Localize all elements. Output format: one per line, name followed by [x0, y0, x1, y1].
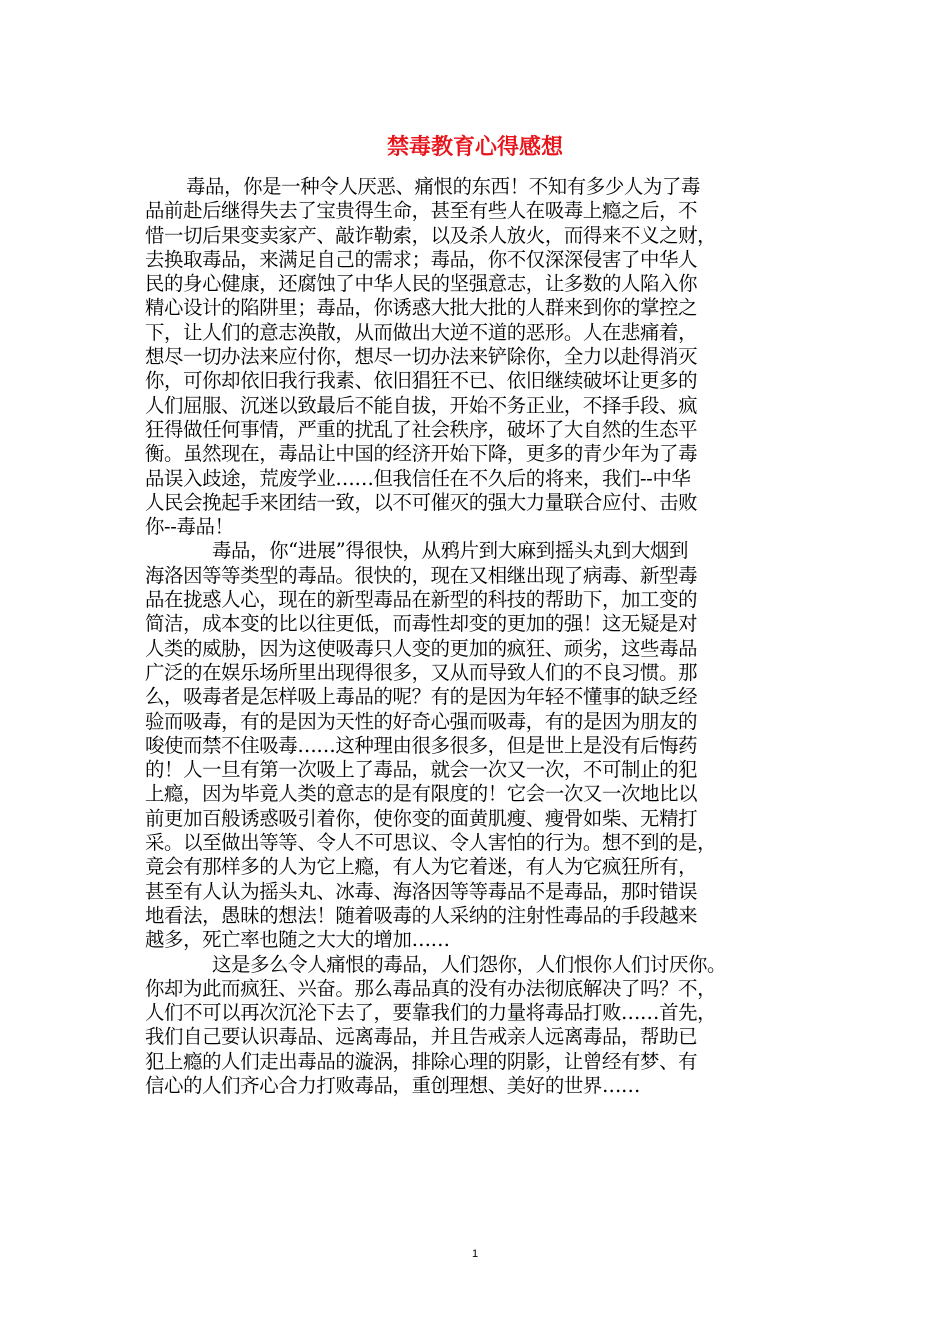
text-line: 人们屈服、沉迷以致最后不能自拔，开始不务正业，不择手段、疯 — [145, 393, 698, 417]
text-line: 验而吸毒，有的是因为天性的好奇心强而吸毒，有的是因为朋友的 — [145, 709, 698, 733]
text-line: 衡。虽然现在，毒品让中国的经济开始下降，更多的青少年为了毒 — [145, 442, 698, 466]
text-line: 狂得做任何事情，严重的扰乱了社会秩序，破坏了大自然的生态平 — [145, 417, 698, 441]
text-line: 人们不可以再次沉沦下去了，要靠我们的力量将毒品打败……首先， — [145, 1001, 717, 1025]
text-line: 前更加百般诱惑吸引着你，使你变的面黄肌瘦、瘦骨如柴、无精打 — [145, 806, 698, 830]
text-line: 上瘾，因为毕竟人类的意志的是有限度的！它会一次又一次地比以 — [145, 782, 698, 806]
text-line: 人类的威胁，因为这使吸毒只人变的更加的疯狂、顽劣，这些毒品 — [145, 636, 698, 660]
text-line: 你却为此而疯狂、兴奋。那么毒品真的没有办法彻底解决了吗？不， — [145, 976, 717, 1000]
paragraph-1 — [145, 175, 811, 539]
text-line: 下，让人们的意志涣散，从而做出大逆不道的恶形。人在悲痛着， — [145, 320, 698, 344]
page-number: 1 — [471, 1248, 479, 1260]
text-line: 越多，死亡率也随之大大的增加…… — [145, 928, 450, 952]
text-line: 海洛因等等类型的毒品。很快的，现在又相继出现了病毒、新型毒 — [145, 563, 698, 587]
text-line: 精心设计的陷阱里；毒品，你诱惑大批大批的人群来到你的掌控之 — [145, 296, 698, 320]
text-line: 毒品，你是一种令人厌恶、痛恨的东西！不知有多少人为了毒 — [186, 175, 701, 198]
text-line: 的！人一旦有第一次吸上了毒品，就会一次又一次，不可制止的犯 — [145, 758, 698, 782]
paragraph-3 — [145, 953, 811, 1099]
text-line: 品误入歧途，荒废学业……但我信任在不久后的将来，我们--中华 — [145, 466, 691, 490]
text-line: 竟会有那样多的人为它上瘾，有人为它着迷，有人为它疯狂所有， — [145, 855, 698, 879]
text-line: 惜一切后果变卖家产、敲诈勒索，以及杀人放火，而得来不义之财， — [145, 223, 717, 247]
text-line: 品在拢惑人心，现在的新型毒品在新型的科技的帮助下，加工变的 — [145, 588, 698, 612]
text-line: 你，可你却依旧我行我素、依旧猖狂不已、依旧继续破坏让更多的 — [145, 369, 698, 393]
text-line: 犯上瘾的人们走出毒品的漩涡，排除心理的阴影，让曾经有梦、有 — [145, 1049, 698, 1073]
text-line: 品前赴后继得失去了宝贵得生命，甚至有些人在吸毒上瘾之后，不 — [145, 199, 698, 223]
document-title: 禁毒教育心得感想 — [386, 135, 563, 160]
text-line: 地看法，愚昧的想法！随着吸毒的人采纳的注射性毒品的手段越来 — [145, 903, 698, 927]
text-line: 我们自己要认识毒品、远离毒品，并且告戒亲人远离毒品，帮助已 — [145, 1025, 698, 1049]
text-line: 去换取毒品，来满足自己的需求；毒品，你不仅深深侵害了中华人 — [145, 247, 698, 271]
text-line: 想尽一切办法来应付你，想尽一切办法来铲除你，全力以赴得消灭 — [145, 345, 698, 369]
text-line: 你--毒品！ — [145, 515, 234, 539]
text-line: 人民会挽起手来团结一致，以不可催灭的强大力量联合应付、击败 — [145, 490, 698, 514]
text-line: 广泛的在娱乐场所里出现得很多，又从而导致人们的不良习惯。那 — [145, 660, 698, 684]
paragraph-2 — [145, 539, 811, 952]
text-line: 这是多么令人痛恨的毒品，人们怨你，人们恨你人们讨厌你。 — [212, 952, 727, 976]
text-line: 采。以至做出等等、令人不可思议、令人害怕的行为。想不到的是， — [145, 831, 717, 855]
text-line: 毒品，你“进展”得很快，从鸦片到大麻到摇头丸到大烟到 — [212, 539, 689, 563]
text-line: 唆使而禁不住吸毒……这种理由很多很多，但是世上是没有后悔药 — [145, 733, 698, 757]
text-line: 信心的人们齐心合力打败毒品，重创理想、美好的世界…… — [145, 1073, 641, 1097]
text-line: 么，吸毒者是怎样吸上毒品的呢？有的是因为年轻不懂事的缺乏经 — [145, 685, 698, 709]
text-line: 甚至有人认为摇头丸、冰毒、海洛因等等毒品不是毒品，那时错误 — [145, 879, 698, 903]
text-line: 简洁，成本变的比以往更低，而毒性却变的更加的强！这无疑是对 — [145, 612, 698, 636]
text-line: 民的身心健康，还腐蚀了中华人民的坚强意志，让多数的人陷入你 — [145, 272, 698, 296]
document-body — [145, 175, 811, 1098]
